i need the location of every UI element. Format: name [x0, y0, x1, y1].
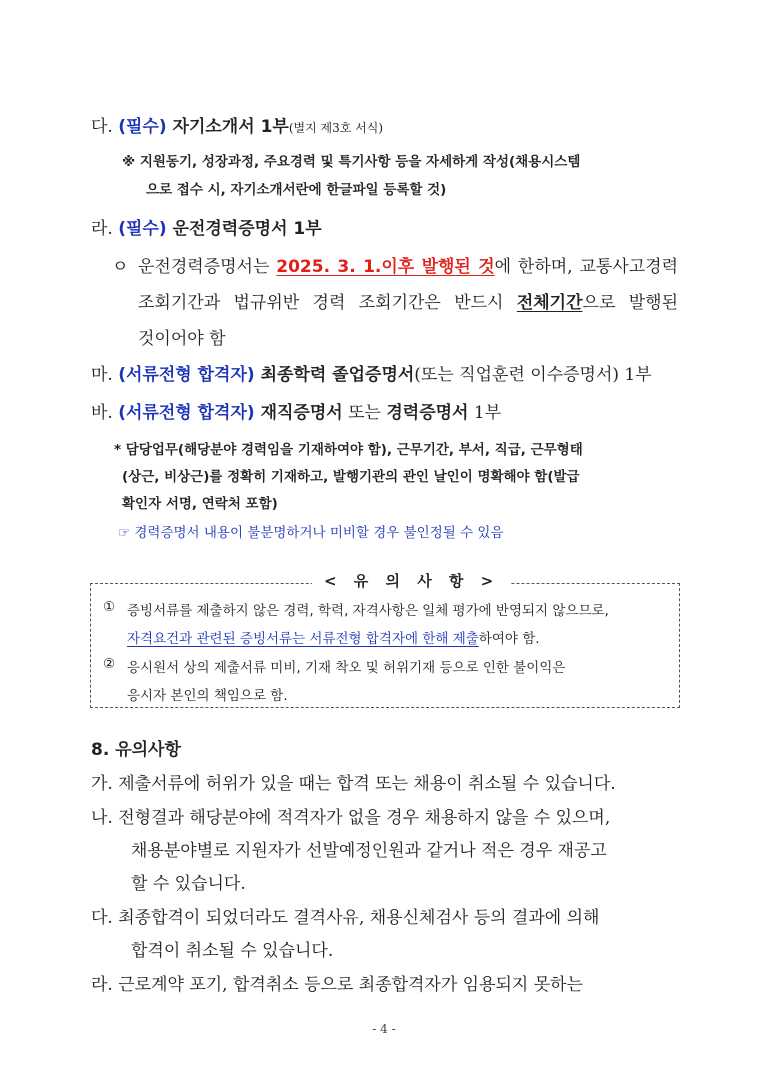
item-ra-line3: 것이어야 함	[138, 329, 226, 349]
item-ra-line1-b: 에 한하며, 교통사고경력	[494, 257, 678, 277]
document-stage-tag: (서류전형 합격자)	[118, 365, 255, 385]
notice-item1-number: ①	[103, 599, 116, 615]
item-ma-heading	[91, 360, 652, 385]
item-ra-title: 운전경력증명서 1부	[166, 219, 322, 239]
section-8-item-ga: 가. 제출서류에 허위가 있을 때는 합격 또는 채용이 취소될 수 있습니다.	[91, 774, 616, 794]
item-ra-line2-b: 으로 발행된	[582, 293, 679, 313]
item-da-heading	[91, 112, 383, 137]
bullet-icon: ㅇ	[112, 257, 129, 277]
warning-line: ☞ 경력증명서 내용이 불분명하거나 미비할 경우 불인정될 수 있음	[118, 525, 504, 541]
item-ra-prefix: 라.	[91, 219, 119, 239]
item-ba-note-line1: * 담당업무(해당분야 경력임을 기재하여야 함), 근무기간, 부서, 직급, 근무형태	[114, 442, 583, 458]
item-ba-prefix: 바.	[91, 403, 119, 423]
item-da-title: 자기소개서 1부	[166, 117, 289, 137]
required-tag: (필수)	[118, 219, 167, 239]
item-ba-title-b: 경력증명서	[386, 403, 469, 423]
item-ra-line2-a: 조회기간과 법규위반 경력 조회기간은 반드시	[138, 293, 517, 313]
notice-item2-number: ②	[103, 656, 116, 672]
form-reference: (별지 제3호 서식)	[288, 121, 384, 135]
section-8-item-na-line2: 채용분야별로 지원자가 선발예정인원과 같거나 적은 경우 재공고	[131, 841, 607, 861]
section-8-item-na-line3: 할 수 있습니다.	[131, 874, 246, 894]
notice-item2-line1: 응시원서 상의 제출서류 미비, 기재 착오 및 허위기재 등으로 인한 불이익은	[127, 660, 566, 676]
item-da-prefix: 다.	[91, 117, 119, 137]
notice-item1-line1: 증빙서류를 제출하지 않은 경력, 학력, 자격사항은 일체 평가에 반영되지 않으므로,	[127, 603, 609, 619]
item-ma-title: 최종학력 졸업증명서	[254, 365, 415, 385]
item-ma-prefix: 마.	[91, 365, 119, 385]
item-ba-heading	[91, 398, 501, 423]
page-number: - 4 -	[372, 1022, 396, 1036]
item-ba-or: 또는	[342, 403, 387, 423]
section-8-heading: 8. 유의사항	[91, 740, 181, 760]
item-ba-count: 1부	[468, 403, 502, 423]
item-ma-suffix: (또는 직업훈련 이수증명서) 1부	[414, 365, 652, 385]
notice-item1-line2	[127, 627, 540, 647]
item-ra-heading	[91, 214, 322, 239]
notice-item1-line2-end: 하여야 함.	[478, 631, 540, 647]
item-ra-line1	[138, 252, 678, 277]
notice-item1-emphasis: 자격요건과 관련된 증빙서류는 서류전형 합격자에 한해 제출	[127, 631, 479, 647]
section-8-item-na-line1: 나. 전형결과 해당분야에 적격자가 없을 경우 채용하지 않을 수 있으며,	[91, 808, 611, 828]
required-tag: (필수)	[118, 117, 167, 137]
item-da-note-line2: 으로 접수 시, 자기소개서란에 한글파일 등록할 것)	[146, 182, 447, 198]
issue-date-condition: 2025. 3. 1.이후 발행된 것	[276, 257, 495, 277]
section-8-item-da-line1: 다. 최종합격이 되었더라도 결격사유, 채용신체검사 등의 결과에 의해	[91, 908, 600, 928]
item-ra-line1-a: 운전경력증명서는	[138, 257, 277, 277]
notice-box-title: < 유 의 사 항 >	[312, 570, 511, 591]
full-period-text: 전체기간	[516, 293, 583, 313]
item-ra-line2	[138, 288, 678, 313]
item-ba-note-line2: (상근, 비상근)를 정확히 기재하고, 발행기관의 관인 날인이 명확해야 함(발급	[122, 469, 580, 485]
section-8-item-ra-line1: 라. 근로계약 포기, 합격취소 등으로 최종합격자가 임용되지 못하는	[91, 975, 584, 995]
notice-item2-line2: 응시자 본인의 책임으로 함.	[127, 688, 288, 704]
section-8-item-da-line2: 합격이 취소될 수 있습니다.	[131, 941, 334, 961]
item-ba-title-a: 재직증명서	[254, 403, 343, 423]
item-ba-note-line3: 확인자 서명, 연락처 포함)	[122, 496, 278, 512]
document-stage-tag: (서류전형 합격자)	[118, 403, 255, 423]
item-da-note-line1: ※ 지원동기, 성장과정, 주요경력 및 특기사항 등을 자세하게 작성(채용시스템	[122, 154, 581, 170]
